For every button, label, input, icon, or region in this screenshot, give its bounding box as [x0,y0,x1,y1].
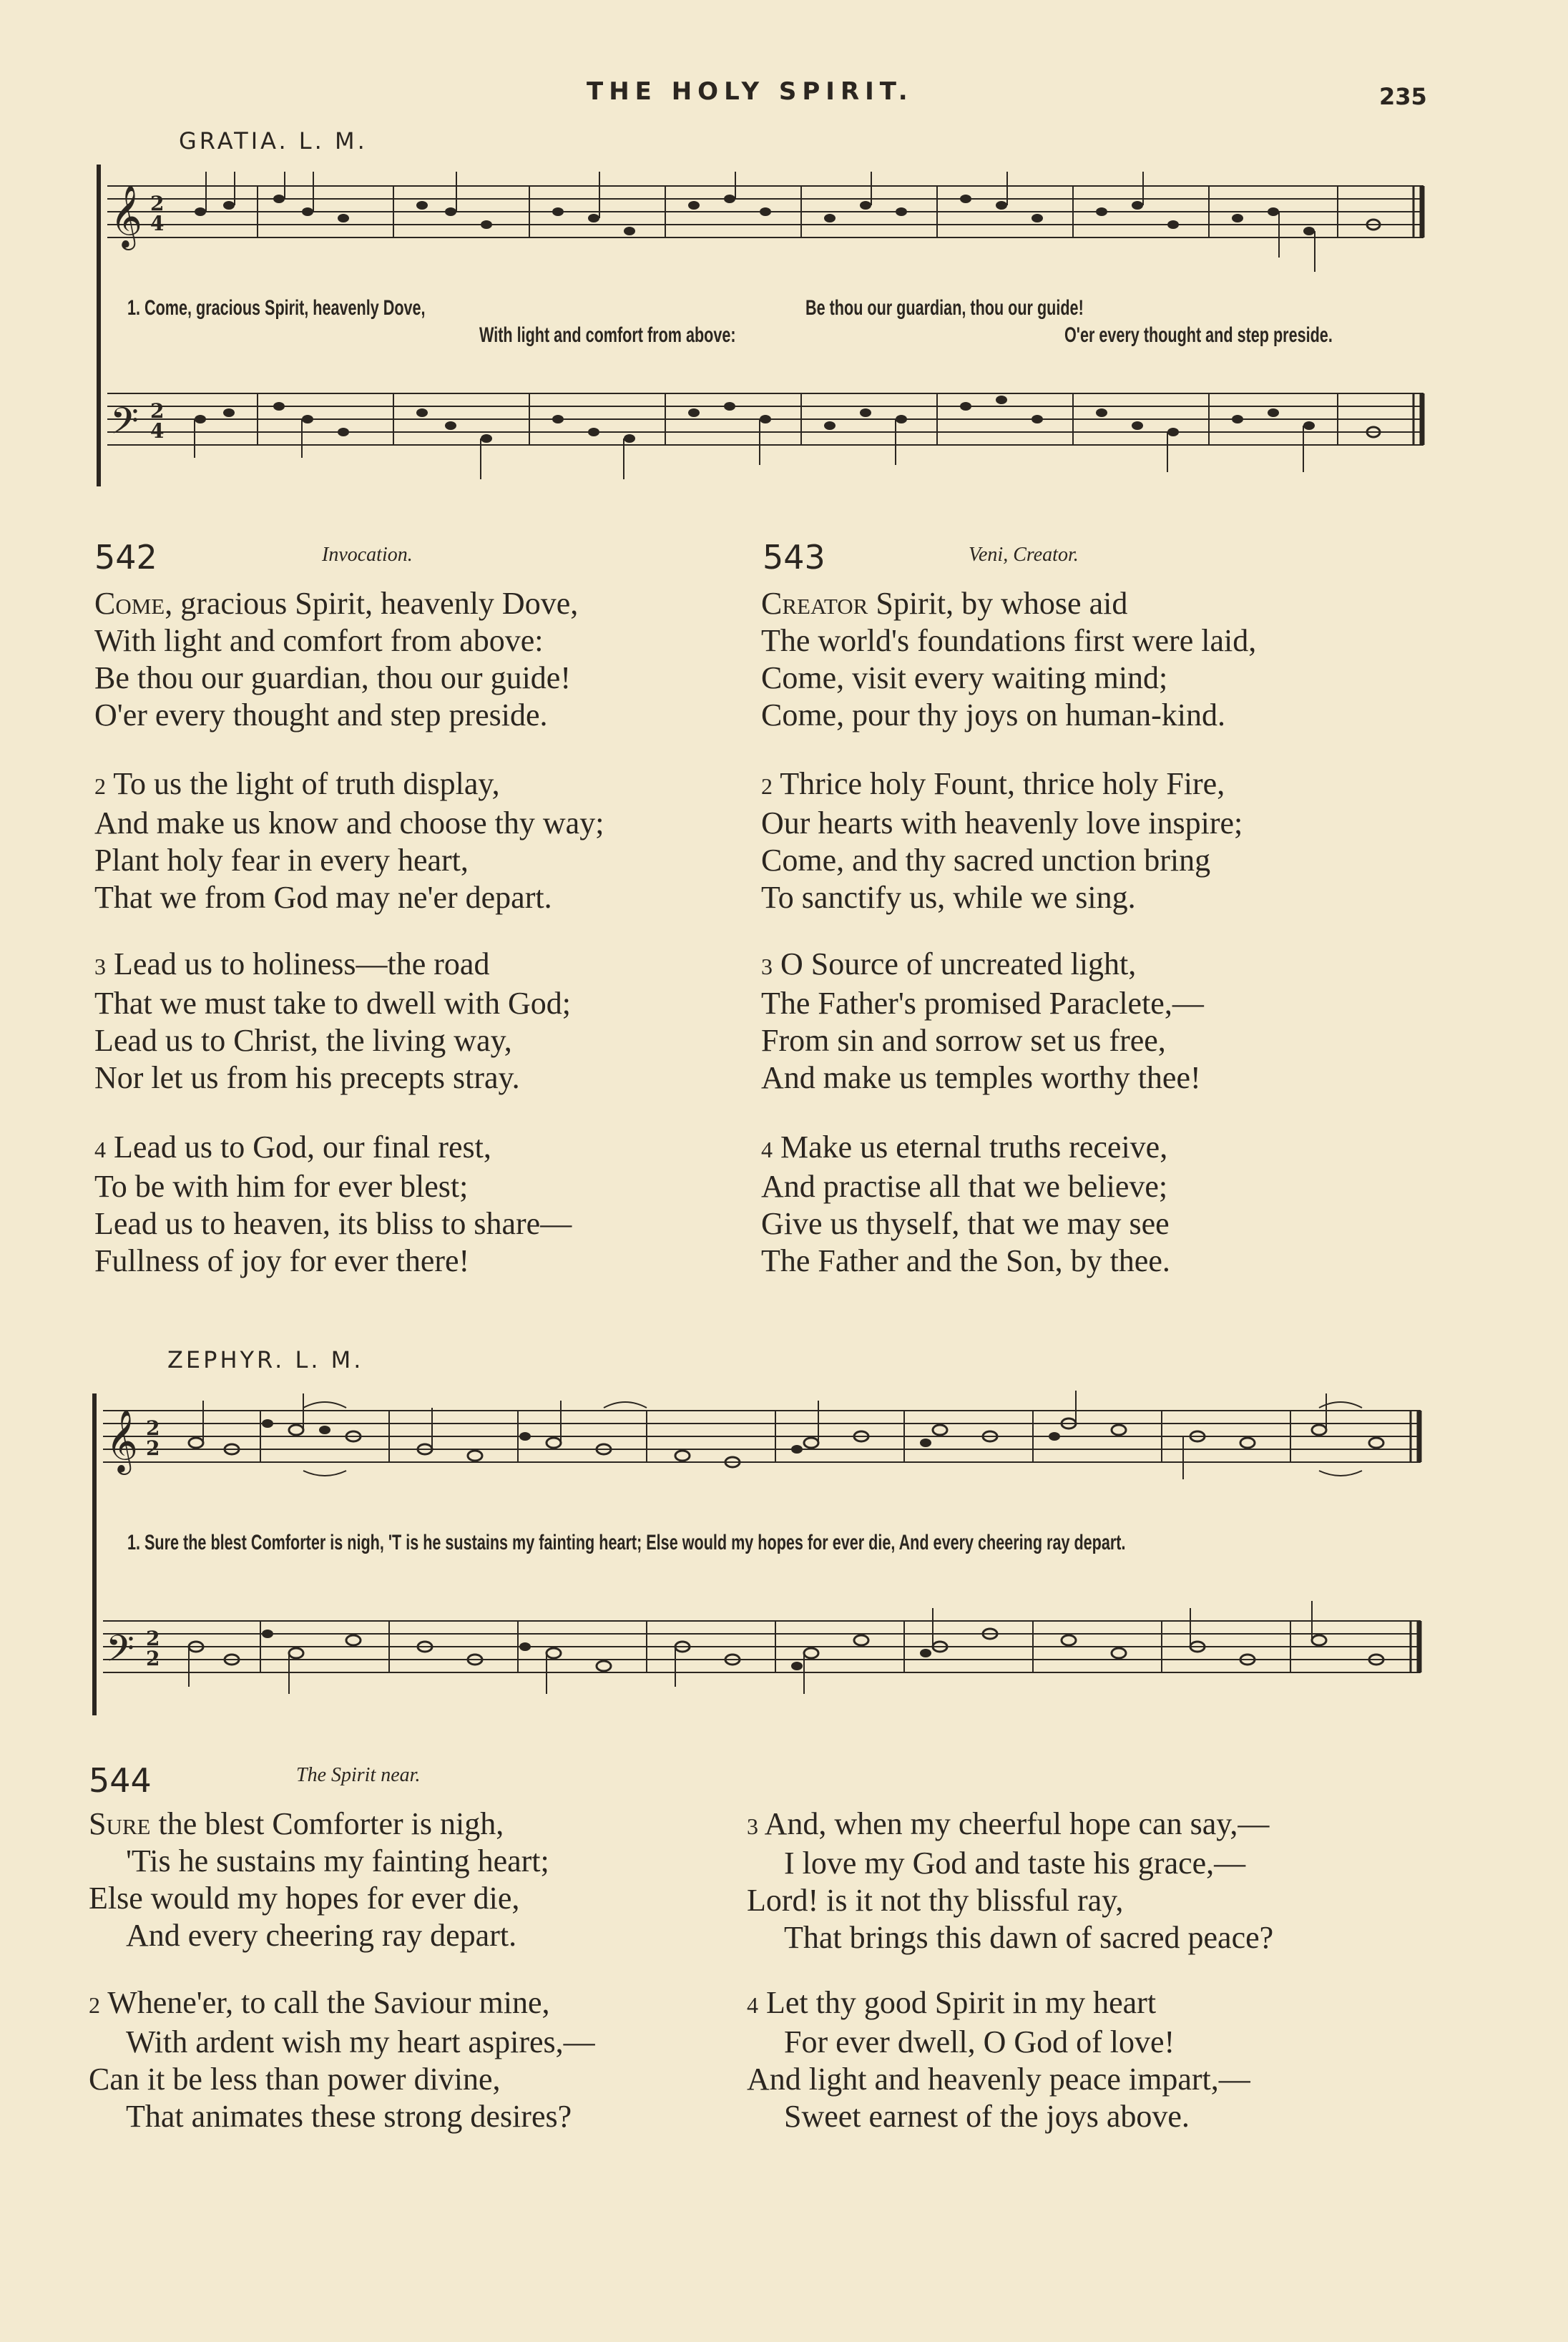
tune-name-gratia: GRATIA. L. M. [179,127,368,155]
verse-first-word: Sure [89,1806,151,1841]
tune-lyric-line-3: Be thou our guardian, thou our guide! [805,296,1084,320]
svg-text:𝄞: 𝄞 [106,1408,138,1472]
svg-text:2: 2 [150,399,165,423]
hymn-542-verse-1: Come, gracious Spirit, heavenly Dove, With light and comfort from above: Be thou our guardian, thou our guide! O'er every thought and step preside. [94,586,579,733]
hymn-542-verse-2: 2 To us the light of truth display, And make us know and choose thy way; Plant holy fear in every heart, That we from God may ne'er depart. [94,766,604,915]
hymn-544-verse-1: Sure the blest Comforter is nigh, 'Tis he sustains my fainting heart; Else would my hopes for ever die, And every cheering ray depart. [89,1806,549,1953]
svg-text:2: 2 [146,1436,160,1460]
hymn-number: 544 [89,1761,152,1800]
verse-first-word: Come, [94,586,173,621]
hymn-number: 543 [763,538,825,577]
svg-text:4: 4 [150,419,165,443]
hymn-542-verse-4: 4 Lead us to God, our final rest, To be with him for ever blest; Lead us to heaven, its bliss to share— Fullness of joy for ever there! [94,1130,572,1278]
svg-text:4: 4 [150,212,165,235]
hymn-subtitle: Veni, Creator. [969,544,1079,566]
tune-lyric-line-1: 1. Come, gracious Spirit, heavenly Dove, [127,296,426,320]
hymn-542-verse-3: 3 Lead us to holiness—the road That we must take to dwell with God; Lead us to Christ, the living way, Nor let us from his precepts stray. [94,946,571,1095]
running-head: THE HOLY SPIRIT. [587,77,913,106]
hymn-543-verse-3: 3 O Source of uncreated light, The Father's promised Paraclete,— From sin and sorrow set us free, And make us temples worthy thee! [761,946,1204,1095]
tune-lyric-line-4: O'er every thought and step preside. [1064,323,1333,347]
page-number: 235 [1379,83,1427,110]
hymn-544-verse-4: 4 Let thy good Spirit in my heart For ever dwell, O God of love! And light and heavenly peace impart,— Sweet earnest of the joys above. [747,1985,1250,2134]
hymn-subtitle: The Spirit near. [296,1764,421,1786]
svg-text:2: 2 [146,1416,160,1440]
svg-text:𝄢: 𝄢 [106,1627,134,1679]
svg-text:𝄞: 𝄞 [110,184,142,248]
hymn-543-verse-2: 2 Thrice holy Fount, thrice holy Fire, Our hearts with heavenly love inspire; Come, and thy sacred unction bring To sanctify us, while we sing. [761,766,1243,915]
hymn-543-verse-1: Creator Spirit, by whose aid The world's foundations first were laid, Come, visit every waiting mind; Come, pour thy joys on human-kind. [761,586,1257,733]
hymn-number: 542 [94,538,157,577]
hymn-544-verse-3: 3 And, when my cheerful hope can say,— I love my God and taste his grace,— Lord! is it not thy blissful ray, That brings this dawn of sacred peace? [747,1806,1274,1955]
svg-text:2: 2 [146,1647,160,1670]
hymn-544-verse-2: 2 Whene'er, to call the Saviour mine, With ardent wish my heart aspires,— Can it be less than power divine, That animates these strong desires? [89,1985,595,2134]
tune-lyric-line-2: With light and comfort from above: [479,323,736,347]
hymn-543-verse-4: 4 Make us eternal truths receive, And practise all that we believe; Give us thyself, that we may see The Father and the Son, by thee. [761,1130,1170,1278]
hymn-subtitle: Invocation. [322,544,413,566]
svg-text:2: 2 [150,192,165,215]
tune-name-zephyr: ZEPHYR. L. M. [167,1346,364,1373]
svg-text:𝄢: 𝄢 [110,399,139,451]
tune-lyric-line-1: 1. Sure the blest Comforter is nigh, 'T is he sustains my fainting heart; Else would my hopes for ever die, And every cheering ray depart. [127,1531,1126,1554]
svg-text:2: 2 [146,1627,160,1650]
verse-first-word: Creator [761,586,868,621]
